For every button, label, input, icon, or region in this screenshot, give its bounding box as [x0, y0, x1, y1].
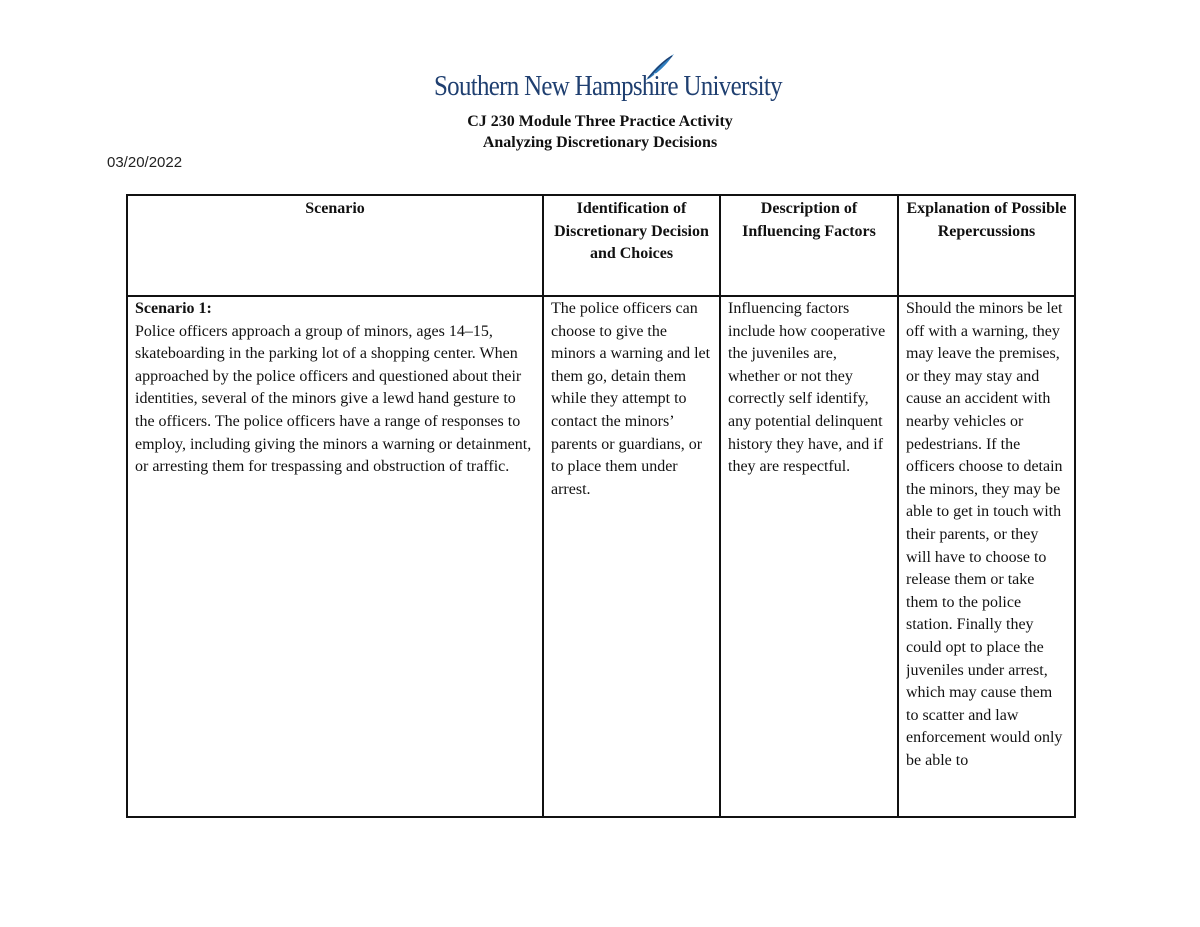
scenario-cell: [127, 296, 543, 817]
course-title: CJ 230 Module Three Practice Activity: [467, 113, 733, 130]
column-header-repercussions: Explanation of Possible Repercussions: [898, 195, 1075, 296]
identification-text: The police officers can choose to give the minors a warning and let them go, detain them while they attempt to contact the minors’ parents or guardians, or to place them under arrest.: [551, 300, 711, 498]
column-header-identification: Identification of Discretionary Decision and Choices: [543, 195, 720, 296]
submission-date: 03/20/2022: [107, 154, 183, 171]
factors-cell: [720, 296, 898, 817]
column-header-factors: Description of Influencing Factors: [720, 195, 898, 296]
repercussions-cell: [898, 296, 1075, 817]
university-logo: [434, 52, 782, 104]
repercussions-text: Should the minors be let off with a warning, they may leave the premises, or they may stay and cause an accident with nearby vehicles or pedestrians. If the officers choose to detain the minors, they may be able to get in touch with their parents, or they will have to choose to release them or take them to the police station. Finally they could opt to place the juveniles under arrest, which may cause them to scatter and law enforcement would only be able to: [906, 300, 1063, 769]
table-header-row: [127, 195, 1075, 296]
identification-cell: [543, 296, 720, 817]
activity-subtitle: Analyzing Discretionary Decisions: [482, 134, 718, 151]
scenario-text: Police officers approach a group of minors, ages 14–15, skateboarding in the parking lot of a shopping center. When approached by the police officers and questioned about their identities, several of the minors give a lewd hand gesture to the officers. The police officers have a range of responses to employ, including giving the minors a warning or detainment, or arresting them for trespassing and obstruction of traffic.: [135, 322, 532, 476]
document-header: [0, 111, 1200, 153]
factors-text: Influencing factors include how cooperative the juveniles are, whether or not they correctly self identify, any potential delinquent history they have, and if they are respectful.: [728, 300, 886, 476]
discretionary-decisions-table: [126, 194, 1076, 818]
table-row: [127, 296, 1075, 817]
column-header-scenario: Scenario: [127, 195, 543, 296]
logo-wordmark: Southern New Hampshire University: [434, 70, 782, 102]
scenario-title: Scenario 1:: [135, 300, 212, 317]
